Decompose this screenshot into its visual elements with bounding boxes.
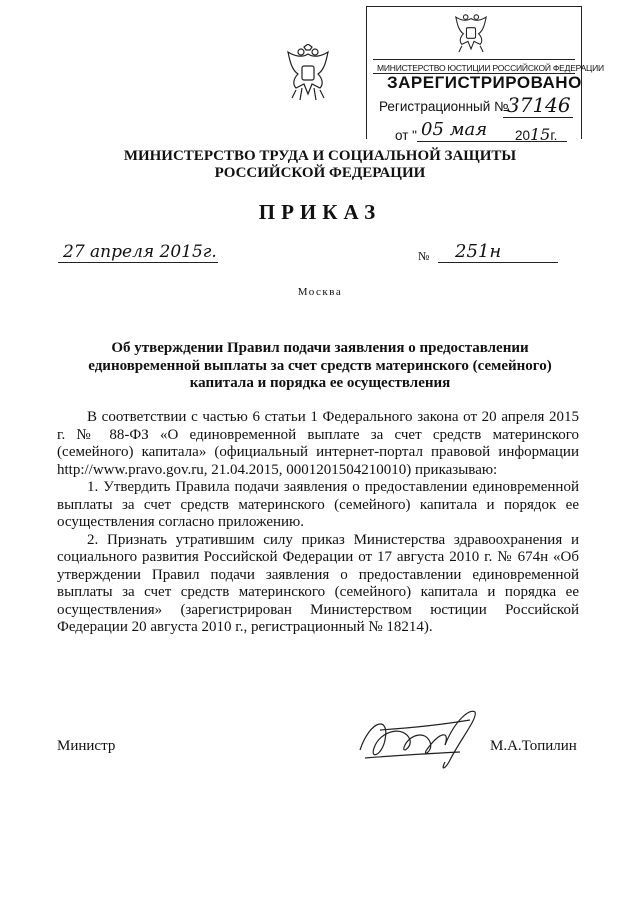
subject-line-2: единовременной выплаты за счет средств материнского (семейного) — [88, 357, 552, 374]
stamp-ministry: МИНИСТЕРСТВО ЮСТИЦИИ РОССИЙСКОЙ ФЕДЕРАЦИИ — [377, 63, 604, 73]
city: Москва — [297, 286, 343, 298]
subject-line-1: Об утверждении Правил подачи заявления о предоставлении — [111, 340, 529, 356]
order-number-underline — [438, 262, 558, 263]
ministry-line-2: РОССИЙСКОЙ ФЕДЕРАЦИИ — [214, 165, 426, 181]
stamp-number-underline — [503, 117, 573, 118]
stamp-from-prefix: от " — [395, 128, 417, 143]
signature — [350, 700, 490, 780]
stamp-year-handwritten: 15 — [529, 125, 551, 144]
stamp-emblem-icon — [451, 11, 491, 55]
body-text — [57, 409, 579, 637]
stamp-year-prefix: 20 — [514, 128, 530, 143]
order-subject — [80, 340, 560, 393]
order-date-underline — [58, 262, 218, 263]
minister-position: Министр — [57, 738, 116, 754]
document-title: ПРИКАЗ — [258, 200, 382, 224]
order-date-handwritten: 27 апреля 2015г. — [63, 242, 217, 262]
order-number-handwritten: 251н — [455, 241, 502, 262]
coat-of-arms-emblem — [282, 44, 334, 102]
stamp-date-underline — [417, 141, 567, 142]
signer-name: М.А.Топилин — [490, 738, 577, 754]
stamp-divider — [373, 59, 575, 60]
subject-line-3: капитала и порядка ее осуществления — [189, 375, 451, 391]
order-number-label: № — [418, 249, 430, 263]
ministry-line-1: МИНИСТЕРСТВО ТРУДА И СОЦИАЛЬНОЙ ЗАЩИТЫ — [123, 148, 517, 164]
item-2-paragraph: 2. Признать утратившим силу приказ Министерства здравоохранения и социального развития Российской Федерации от 17 августа 2010 г. № 674н «Об утверждении Правил подачи заявления о предоставлении единовременной выплаты за счет средств материнского (семейного) капитала и порядка ее осуществления» (зарегистрирован Министерством юстиции Российской Федерации 20 августа 2010 г., регистрационный № 18214). — [57, 531, 579, 635]
stamp-year-suffix: г. — [550, 128, 558, 143]
registration-stamp — [366, 6, 604, 144]
item-1-paragraph: 1. Утвердить Правила подачи заявления о предоставлении единовременной выплаты за счет средств материнского (семейного) капитала и порядок ее осуществления согласно приложению. — [57, 479, 579, 530]
intro-paragraph: В соответствии с частью 6 статьи 1 Федерального закона от 20 апреля 2015 г. № 88-ФЗ «О единовременной выплате за счет средств материнского (семейного) капитала» (официальный интернет-портал правовой информации http://www.pravo.gov.ru, 21.04.2015, 0001201504210010) приказываю: — [57, 409, 579, 478]
stamp-date-handwritten: 05 мая — [421, 119, 488, 140]
stamp-reg-label: Регистрационный № — [379, 99, 509, 114]
stamp-registered: ЗАРЕГИСТРИРОВАНО — [387, 73, 582, 92]
stamp-reg-number: 37146 — [507, 93, 571, 117]
